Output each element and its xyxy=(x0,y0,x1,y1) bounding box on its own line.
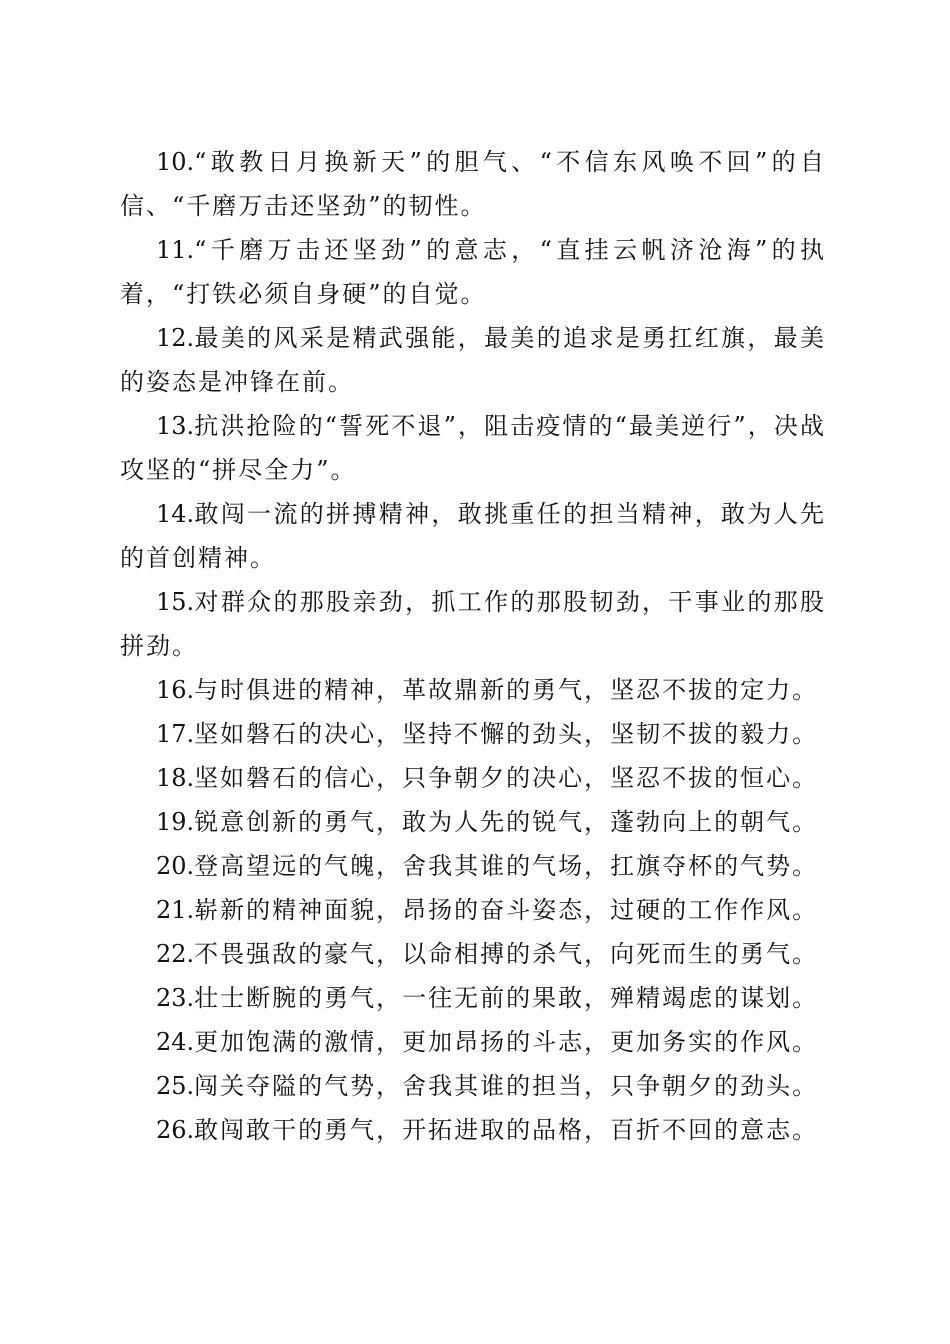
list-item xyxy=(120,668,826,712)
item-number: 12. xyxy=(156,324,195,352)
item-text: 对群众的那股亲劲，抓工作的那股韧劲，干事业的那股拼劲。 xyxy=(120,588,826,660)
item-text: 锐意创新的勇气，敢为人先的锐气，蓬勃向上的朝气。 xyxy=(194,808,819,836)
item-number: 17. xyxy=(156,720,195,748)
list-item xyxy=(120,976,826,1020)
list-item xyxy=(120,316,826,404)
item-number: 14. xyxy=(156,500,195,528)
item-number: 21. xyxy=(156,896,195,924)
item-text: 崭新的精神面貌，昂扬的奋斗姿态，过硬的工作作风。 xyxy=(194,896,819,924)
item-text: “敢教日月换新天”的胆气、“不信东风唤不回”的自信、“千磨万击还坚劲”的韧性。 xyxy=(120,148,826,220)
list-item xyxy=(120,932,826,976)
list-item xyxy=(120,228,826,316)
item-number: 15. xyxy=(156,588,195,616)
item-text: 坚如磐石的决心，坚持不懈的劲头，坚韧不拔的毅力。 xyxy=(194,720,819,748)
item-text: 壮士断腕的勇气，一往无前的果敢，殚精竭虑的谋划。 xyxy=(194,984,819,1012)
list-item xyxy=(120,1020,826,1064)
item-number: 11. xyxy=(156,236,195,264)
item-number: 20. xyxy=(156,852,195,880)
item-text: 敢闯一流的拼搏精神，敢挑重任的担当精神，敢为人先的首创精神。 xyxy=(120,500,826,572)
item-number: 19. xyxy=(156,808,195,836)
list-item xyxy=(120,844,826,888)
document-body xyxy=(120,140,826,1152)
list-item xyxy=(120,492,826,580)
item-text: 闯关夺隘的气势，舍我其谁的担当，只争朝夕的劲头。 xyxy=(194,1072,819,1100)
item-number: 16. xyxy=(156,676,195,704)
list-item xyxy=(120,580,826,668)
item-text: 敢闯敢干的勇气，开拓进取的品格，百折不回的意志。 xyxy=(194,1116,819,1144)
list-item xyxy=(120,1064,826,1108)
item-number: 24. xyxy=(156,1028,195,1056)
item-text: 最美的风采是精武强能，最美的追求是勇扛红旗，最美的姿态是冲锋在前。 xyxy=(120,324,826,396)
list-item xyxy=(120,888,826,932)
item-text: “千磨万击还坚劲”的意志，“直挂云帆济沧海”的执着，“打铁必须自身硬”的自觉。 xyxy=(120,236,826,308)
item-text: 登高望远的气魄，舍我其谁的气场，扛旗夺杯的气势。 xyxy=(194,852,819,880)
list-item xyxy=(120,404,826,492)
item-number: 10. xyxy=(156,148,195,176)
item-number: 26. xyxy=(156,1116,195,1144)
item-number: 22. xyxy=(156,940,195,968)
list-item xyxy=(120,1108,826,1152)
list-item xyxy=(120,800,826,844)
item-text: 坚如磐石的信心，只争朝夕的决心，坚忍不拔的恒心。 xyxy=(194,764,819,792)
list-item xyxy=(120,140,826,228)
item-number: 13. xyxy=(156,412,195,440)
list-item xyxy=(120,712,826,756)
item-text: 与时俱进的精神，革故鼎新的勇气，坚忍不拔的定力。 xyxy=(194,676,819,704)
item-text: 更加饱满的激情，更加昂扬的斗志，更加务实的作风。 xyxy=(194,1028,819,1056)
item-number: 23. xyxy=(156,984,195,1012)
item-number: 25. xyxy=(156,1072,195,1100)
item-text: 不畏强敌的豪气，以命相搏的杀气，向死而生的勇气。 xyxy=(194,940,819,968)
item-text: 抗洪抢险的“誓死不退”，阻击疫情的“最美逆行”，决战攻坚的“拼尽全力”。 xyxy=(120,412,826,484)
list-item xyxy=(120,756,826,800)
item-number: 18. xyxy=(156,764,195,792)
